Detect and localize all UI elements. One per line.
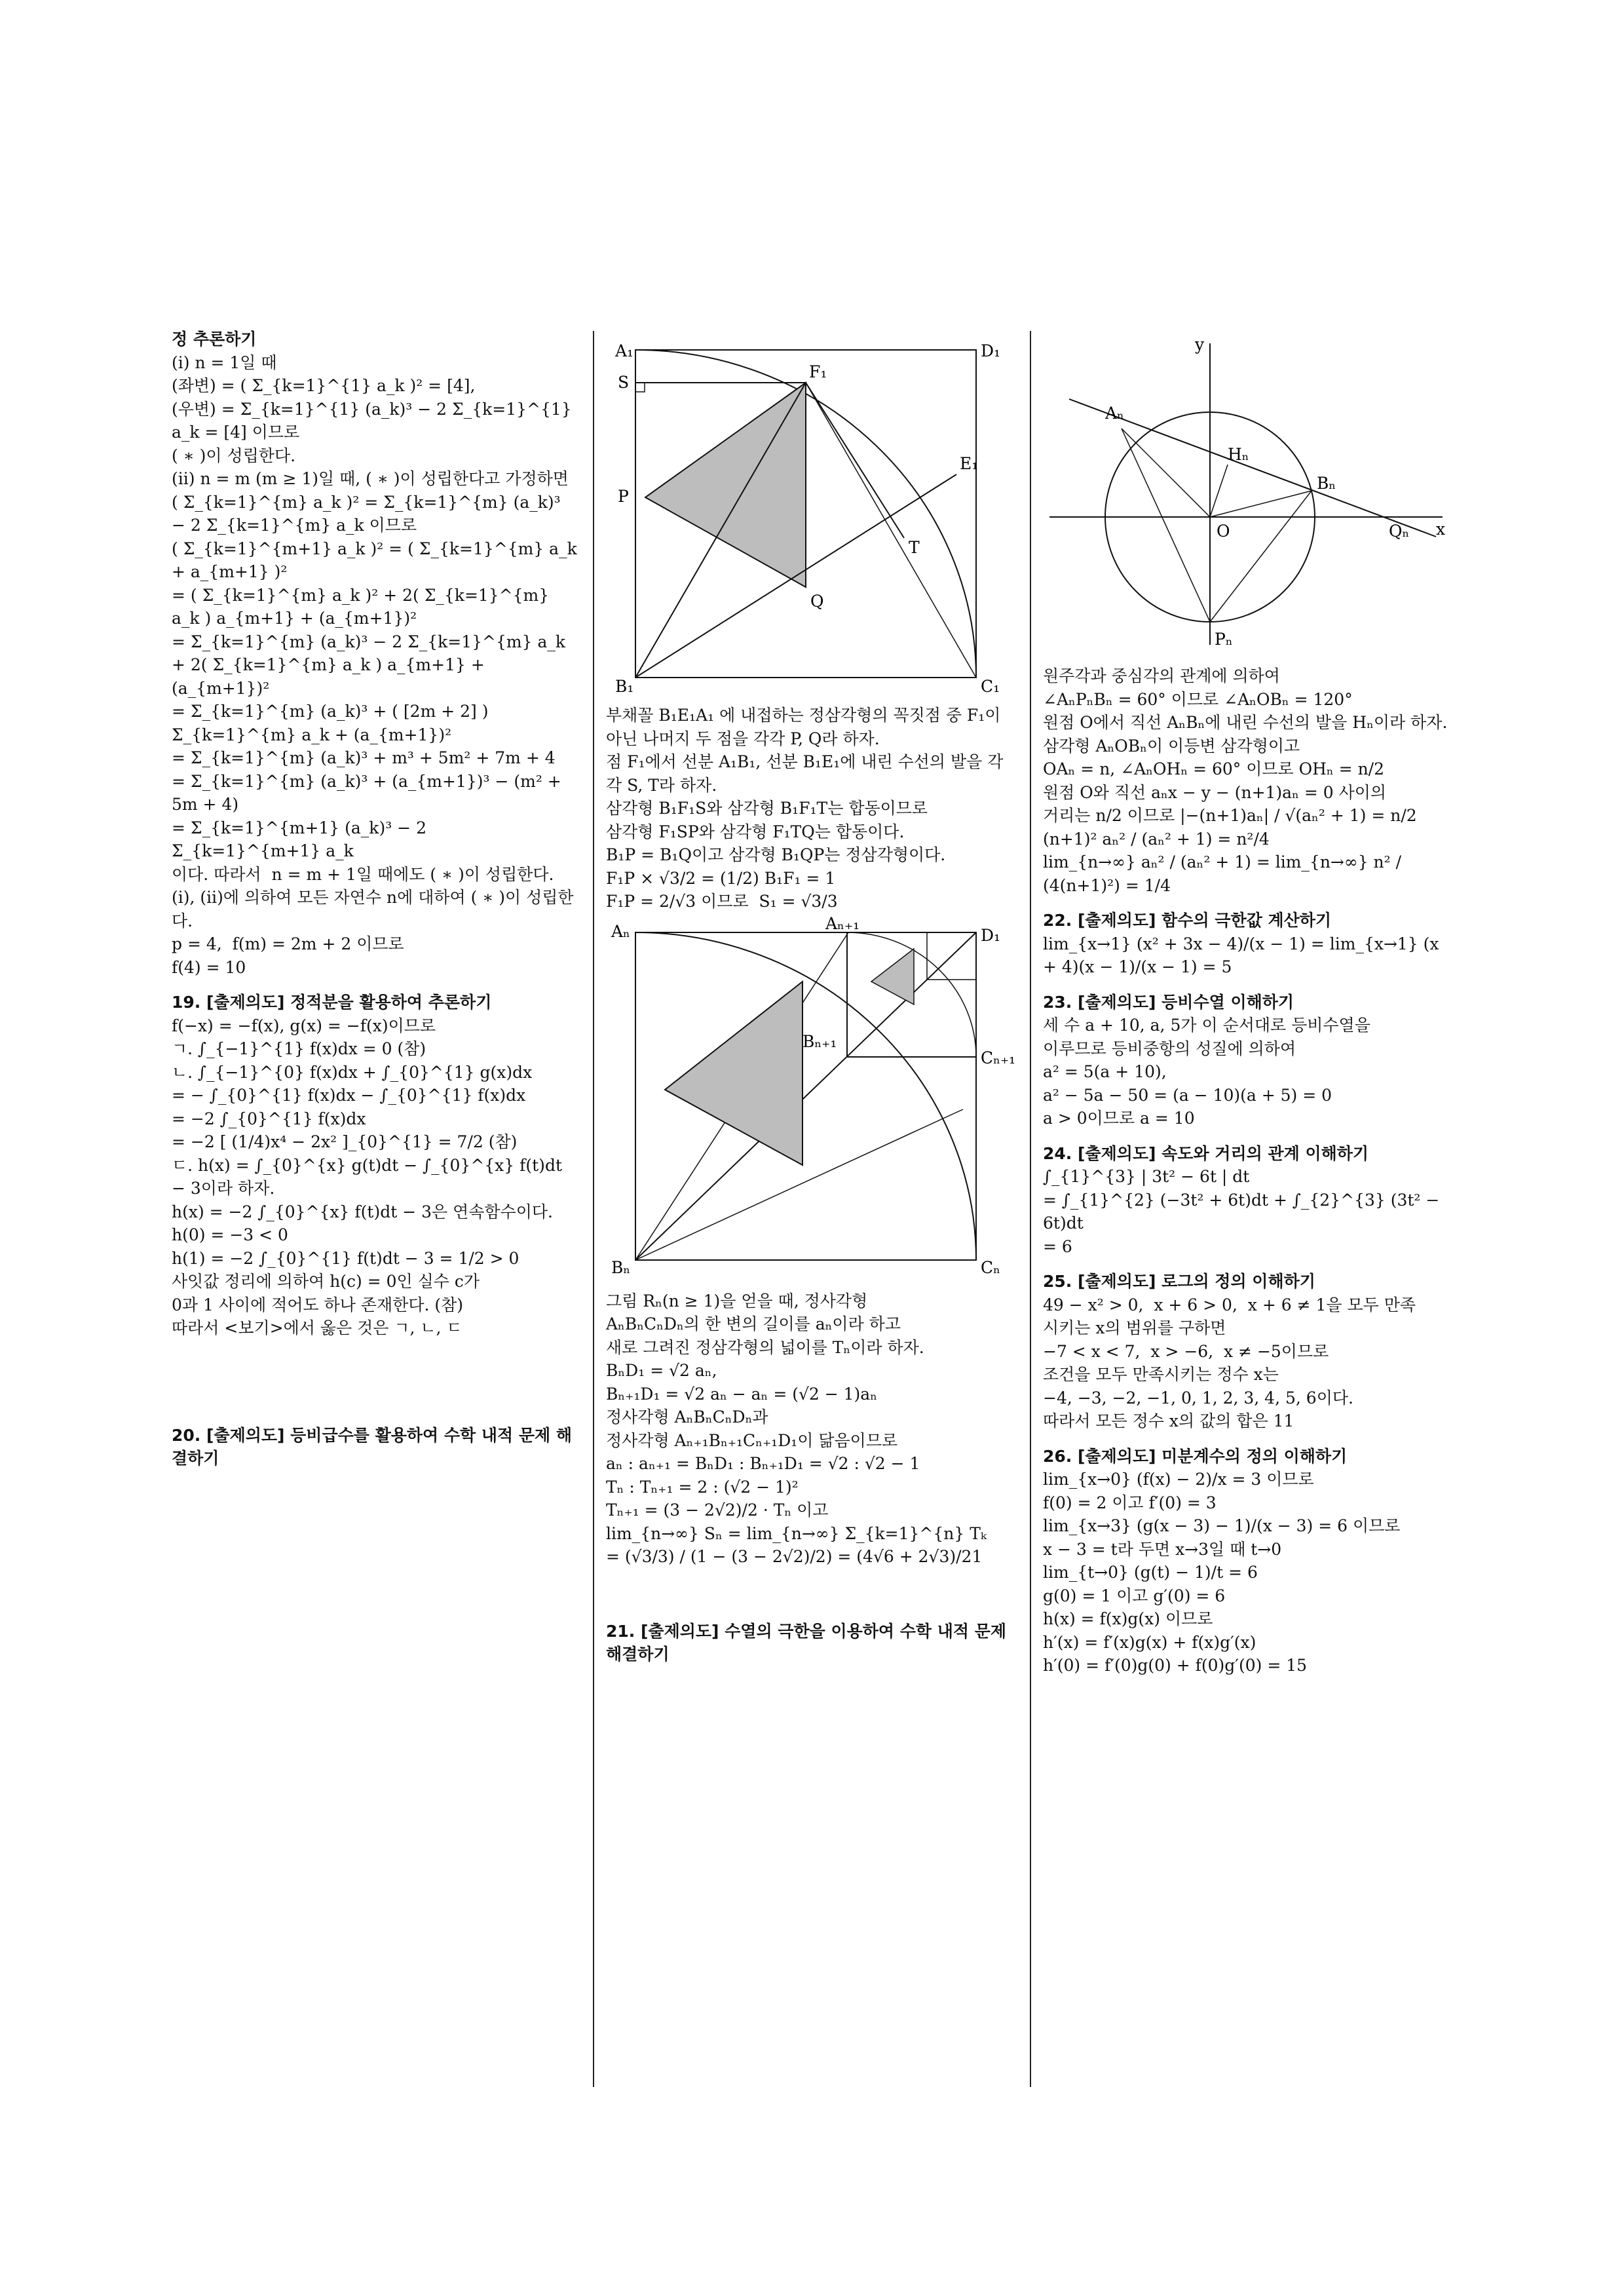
- text-line: = Σ_{k=1}^{m} (a_k)³ + (a_{m+1})³ − (m² + 5m + 4): [172, 771, 567, 814]
- text-line: 정사각형 Aₙ₊₁Bₙ₊₁Cₙ₊₁D₁이 닮음이므로: [606, 1430, 898, 1450]
- label-D1: D₁: [981, 341, 1001, 360]
- label-An: Aₙ: [611, 921, 630, 941]
- text-line: −4, −3, −2, −1, 0, 1, 2, 3, 4, 5, 6이다.: [1043, 1388, 1353, 1407]
- text-line: = 6: [1043, 1236, 1072, 1256]
- q19-body: [172, 1014, 578, 1340]
- text-line: (n+1)² aₙ² / (aₙ² + 1) = n²/4: [1043, 829, 1270, 849]
- text-line: (i) n = 1일 때: [172, 353, 277, 372]
- text-line: = −2 ∫_{0}^{1} f(x)dx: [172, 1109, 366, 1128]
- text-line: h(x) = −2 ∫_{0}^{x} f(t)dt − 3은 연속함수이다.: [172, 1202, 553, 1221]
- text-line: = Σ_{k=1}^{m} (a_k)³ + ( [2m + 2] ) Σ_{k=1}^{m} a_k + (a_{m+1})²: [172, 702, 494, 744]
- label-y: y: [1195, 335, 1205, 354]
- label-O: O: [1217, 522, 1230, 541]
- text-line: h′(0) = f′(0)g(0) + f(0)g′(0) = 15: [1043, 1656, 1308, 1675]
- label-Hn: Hₙ: [1228, 445, 1249, 464]
- text-line: 세 수 a + 10, a, 5가 이 순서대로 등비수열을: [1043, 1016, 1370, 1035]
- text-line: = ∫_{1}^{2} (−3t² + 6t)dt + ∫_{2}^{3} (3t² − 6t)dt: [1043, 1190, 1445, 1233]
- q24-heading: 24. [출제의도] 속도와 거리의 관계 이해하기: [1043, 1143, 1369, 1163]
- text-line: (우변) = Σ_{k=1}^{1} (a_k)³ − 2 Σ_{k=1}^{1} a_k = [4] 이므로: [172, 399, 577, 442]
- text-line: 원주각과 중심각의 관계에 의하여: [1043, 666, 1280, 685]
- col2-body-2: [606, 1290, 1012, 1569]
- q23-heading: 23. [출제의도] 등비수열 이해하기: [1043, 992, 1294, 1012]
- text-line: 거리는 n/2 이므로 |−(n+1)aₙ| / √(aₙ² + 1) = n/2: [1043, 806, 1417, 825]
- text-line: Bₙ₊₁D₁ = √2 aₙ − aₙ = (√2 − 1)aₙ: [606, 1384, 878, 1404]
- q22-heading: 22. [출제의도] 함수의 극한값 계산하기: [1043, 911, 1332, 930]
- q20-heading: 20. [출제의도] 등비급수를 활용하여 수학 내적 문제 해결하기: [172, 1425, 573, 1468]
- text-line: = − ∫_{0}^{1} f(x)dx − ∫_{0}^{1} f(x)dx: [172, 1086, 526, 1105]
- text-line: = ( Σ_{k=1}^{m} a_k )² + 2( Σ_{k=1}^{m} a_k ) a_{m+1} + (a_{m+1})²: [172, 585, 555, 628]
- text-line: 사잇값 정리에 의하여 h(c) = 0인 실수 c가: [172, 1272, 480, 1291]
- text-line: = Σ_{k=1}^{m+1} (a_k)³ − 2 Σ_{k=1}^{m+1} a_k: [172, 818, 432, 860]
- label-T: T: [909, 538, 920, 557]
- label-E1: E₁: [960, 454, 979, 473]
- text-line: ㄴ. ∫_{−1}^{0} f(x)dx + ∫_{0}^{1} g(x)dx: [172, 1062, 533, 1082]
- text-line: 점 F₁에서 선분 A₁B₁, 선분 B₁E₁에 내린 수선의 발을 각각 S, T라 하자.: [606, 752, 1004, 795]
- text-line: f(4) = 10: [172, 957, 246, 977]
- text-line: f(−x) = −f(x), g(x) = −f(x)이므로: [172, 1016, 436, 1035]
- text-line: 이다. 따라서 n = m + 1일 때에도 ( ∗ )이 성립한다.: [172, 864, 554, 884]
- text-line: lim_{n→∞} Sₙ = lim_{n→∞} Σ_{k=1}^{n} Tₖ: [606, 1523, 987, 1543]
- text-line: 새로 그려진 정삼각형의 넓이를 Tₙ이라 하자.: [606, 1337, 924, 1357]
- text-line: 부채꼴 B₁E₁A₁ 에 내접하는 정삼각형의 꼭짓점 중 F₁이 아닌 나머지 두 점을 각각 P, Q라 하자.: [606, 706, 1006, 748]
- text-line: h′(x) = f′(x)g(x) + f(x)g′(x): [1043, 1632, 1256, 1652]
- label-C1: C₁: [981, 677, 1000, 696]
- label-Q: Q: [810, 592, 824, 611]
- column-3: [1043, 328, 1456, 1677]
- column-divider-1: [593, 331, 594, 2087]
- text-line: lim_{t→0} (g(t) − 1)/t = 6: [1043, 1563, 1258, 1582]
- q18-continued-heading: 정 추론하기: [172, 330, 257, 349]
- text-line: 삼각형 AₙOBₙ이 이등변 삼각형이고: [1043, 736, 1300, 756]
- text-line: lim_{n→∞} aₙ² / (aₙ² + 1) = lim_{n→∞} n² / (4(n+1)²) = 1/4: [1043, 852, 1407, 895]
- label-Bn: Bₙ: [1317, 474, 1336, 493]
- text-line: h(0) = −3 < 0: [172, 1225, 288, 1244]
- col3-body-1: [1043, 664, 1456, 897]
- text-line: 이루므로 등비중항의 성질에 의하여: [1043, 1039, 1296, 1058]
- text-line: 따라서 모든 정수 x의 값의 합은 11: [1043, 1411, 1294, 1430]
- text-line: a > 0이므로 a = 10: [1043, 1109, 1195, 1128]
- label-Cn: Cₙ: [981, 1257, 1000, 1277]
- label-Cn1: Cₙ₊₁: [981, 1048, 1016, 1067]
- figure-circle-line: [1043, 330, 1449, 658]
- col2-body-1: [606, 704, 1012, 913]
- label-S: S: [618, 373, 630, 392]
- text-line: AₙBₙCₙDₙ의 한 변의 길이를 aₙ이라 하고: [606, 1314, 901, 1333]
- text-line: a² − 5a − 50 = (a − 10)(a + 5) = 0: [1043, 1085, 1332, 1105]
- text-line: ( ∗ )이 성립한다.: [172, 446, 296, 465]
- text-line: 0과 1 사이에 적어도 하나 존재한다. (참): [172, 1295, 464, 1314]
- label-Bn: Bₙ: [611, 1257, 631, 1277]
- text-line: 따라서 <보기>에서 옳은 것은 ㄱ, ㄴ, ㄷ: [172, 1318, 463, 1337]
- text-line: 정사각형 AₙBₙCₙDₙ과: [606, 1407, 768, 1426]
- text-line: ∠AₙPₙBₙ = 60° 이므로 ∠AₙOBₙ = 120°: [1043, 689, 1353, 709]
- text-line: ㄷ. h(x) = ∫_{0}^{x} g(t)dt − ∫_{0}^{x} f(t)dt − 3이라 하자.: [172, 1155, 567, 1198]
- text-line: (좌변) = ( Σ_{k=1}^{1} a_k )² = [4],: [172, 376, 476, 395]
- text-line: ㄱ. ∫_{−1}^{1} f(x)dx = 0 (참): [172, 1039, 426, 1058]
- text-line: 원점 O에서 직선 AₙBₙ에 내린 수선의 발을 Hₙ이라 하자.: [1043, 713, 1448, 732]
- text-line: Tₙ₊₁ = (3 − 2√2)/2 · Tₙ 이고: [606, 1501, 829, 1520]
- q25-heading: 25. [출제의도] 로그의 정의 이해하기: [1043, 1272, 1315, 1291]
- text-line: lim_{x→0} (f(x) − 2)/x = 3 이므로: [1043, 1470, 1314, 1489]
- text-line: 그림 Rₙ(n ≥ 1)을 얻을 때, 정사각형: [606, 1291, 868, 1311]
- text-line: g(0) = 1 이고 g′(0) = 6: [1043, 1586, 1226, 1605]
- text-line: F₁P = 2/√3 이므로 S₁ = √3/3: [606, 892, 838, 911]
- text-line: 시키는 x의 범위를 구하면: [1043, 1318, 1226, 1337]
- text-line: (i), (ii)에 의하여 모든 자연수 n에 대하여 ( ∗ )이 성립한다.: [172, 888, 574, 930]
- label-An1: Aₙ₊₁: [825, 913, 860, 933]
- text-line: 조건을 모두 만족시키는 정수 x는: [1043, 1365, 1279, 1384]
- q21-heading: 21. [출제의도] 수열의 극한을 이용하여 수학 내적 문제 해결하기: [606, 1621, 1012, 1664]
- text-line: 원점 O와 직선 aₙx − y − (n+1)aₙ = 0 사이의: [1043, 782, 1387, 802]
- text-line: h(1) = −2 ∫_{0}^{1} f(t)dt − 3 = 1/2 > 0: [172, 1248, 519, 1268]
- text-line: (ii) n = m (m ≥ 1)일 때, ( ∗ )이 성립한다고 가정하면: [172, 469, 569, 488]
- text-line: lim_{x→3} (g(x − 3) − 1)/(x − 3) = 6 이므로: [1043, 1516, 1401, 1535]
- text-line: aₙ : aₙ₊₁ = BₙD₁ : Bₙ₊₁D₁ = √2 : √2 − 1: [606, 1454, 920, 1473]
- text-line: B₁P = B₁Q이고 삼각형 B₁QP는 정삼각형이다.: [606, 845, 946, 864]
- column-divider-2: [1030, 331, 1031, 2087]
- label-An: Aₙ: [1105, 404, 1124, 423]
- text-line: a² = 5(a + 10),: [1043, 1062, 1167, 1081]
- q26-heading: 26. [출제의도] 미분계수의 정의 이해하기: [1043, 1446, 1348, 1466]
- label-B1: B₁: [615, 677, 634, 696]
- text-line: = −2 [ (1/4)x⁴ − 2x² ]_{0}^{1} = 7/2 (참): [172, 1132, 518, 1151]
- text-line: = Σ_{k=1}^{m} (a_k)³ − 2 Σ_{k=1}^{m} a_k + 2( Σ_{k=1}^{m} a_k ) a_{m+1} + (a_{m+1})²: [172, 632, 571, 698]
- text-line: ∫_{1}^{3} | 3t² − 6t | dt: [1043, 1167, 1250, 1186]
- text-line: 삼각형 F₁SP와 삼각형 F₁TQ는 합동이다.: [606, 822, 905, 841]
- label-A1: A₁: [615, 341, 634, 360]
- text-line: = Σ_{k=1}^{m} (a_k)³ + m³ + 5m² + 7m + 4: [172, 748, 556, 767]
- text-line: ( Σ_{k=1}^{m} a_k )² = Σ_{k=1}^{m} (a_k)³ − 2 Σ_{k=1}^{m} a_k 이므로: [172, 492, 566, 535]
- text-line: BₙD₁ = √2 aₙ,: [606, 1361, 717, 1380]
- text-line: f(0) = 2 이고 f′(0) = 3: [1043, 1493, 1217, 1512]
- column-2: [606, 328, 1016, 1666]
- q19-heading: 19. [출제의도] 정적분을 활용하여 추론하기: [172, 993, 492, 1012]
- label-Bn1: Bₙ₊₁: [803, 1031, 837, 1051]
- text-line: 49 − x² > 0, x + 6 > 0, x + 6 ≠ 1을 모두 만족: [1043, 1295, 1416, 1314]
- text-line: x − 3 = t라 두면 x→3일 때 t→0: [1043, 1539, 1282, 1559]
- figure-sector-square: [606, 330, 999, 697]
- text-line: h(x) = f(x)g(x) 이므로: [1043, 1609, 1213, 1628]
- label-x: x: [1436, 520, 1446, 539]
- text-line: ( Σ_{k=1}^{m+1} a_k )² = ( Σ_{k=1}^{m} a_k + a_{m+1} )²: [172, 539, 582, 581]
- figure-iterated-squares: [606, 913, 1016, 1283]
- text-line: 삼각형 B₁F₁S와 삼각형 B₁F₁T는 합동이므로: [606, 799, 928, 818]
- label-Qn: Qₙ: [1389, 522, 1410, 541]
- text-line: lim_{x→1} (x² + 3x − 4)/(x − 1) = lim_{x→1} (x + 4)(x − 1)/(x − 1) = 5: [1043, 934, 1445, 976]
- label-F1: F₁: [809, 362, 827, 381]
- text-line: = (√3/3) / (1 − (3 − 2√2)/2) = (4√6 + 2√3)/21: [606, 1547, 983, 1566]
- label-Pn: Pₙ: [1215, 630, 1233, 649]
- text-line: p = 4, f(m) = 2m + 2 이므로: [172, 934, 404, 953]
- label-D1: D₁: [981, 925, 1001, 945]
- text-line: OAₙ = n, ∠AₙOHₙ = 60° 이므로 OHₙ = n/2: [1043, 759, 1385, 778]
- col1-body: [172, 328, 582, 979]
- text-line: Tₙ : Tₙ₊₁ = 2 : (√2 − 1)²: [606, 1477, 799, 1497]
- text-line: F₁P × √3/2 = (1/2) B₁F₁ = 1: [606, 868, 836, 888]
- text-line: −7 < x < 7, x > −6, x ≠ −5이므로: [1043, 1341, 1329, 1361]
- column-1: [172, 328, 582, 1470]
- label-P: P: [618, 487, 629, 506]
